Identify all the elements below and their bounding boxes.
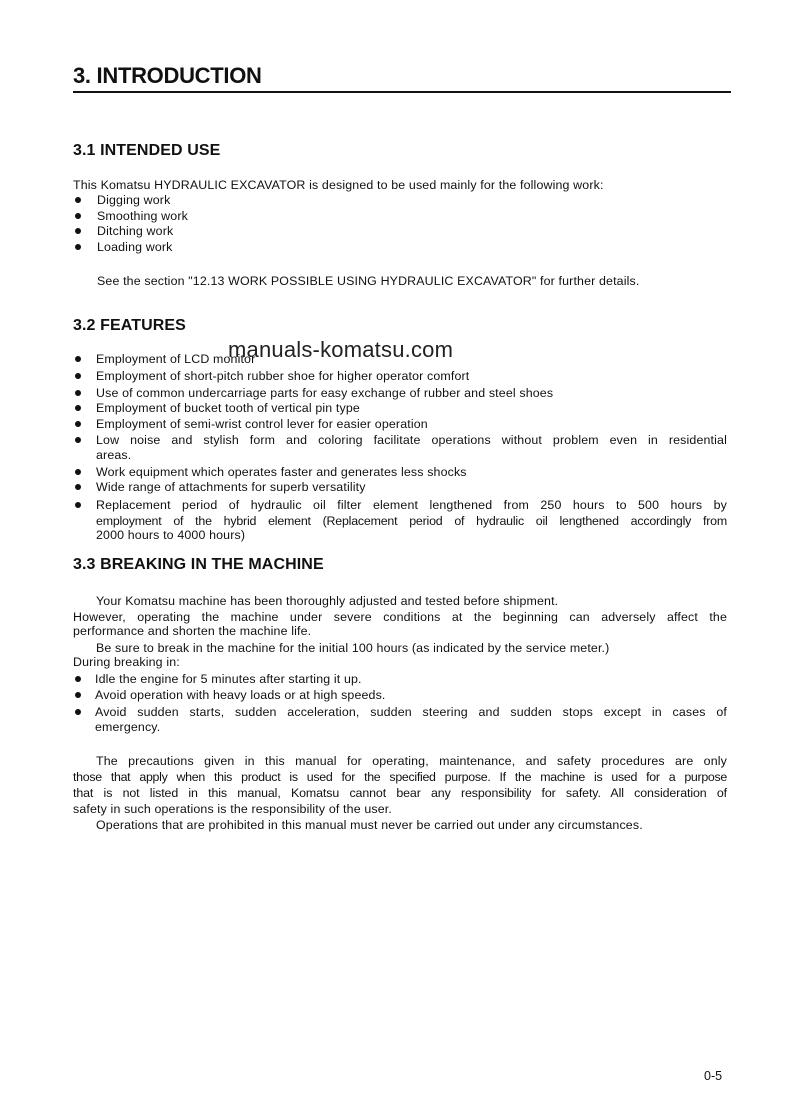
bullet-icon [75,484,81,490]
list-item: Use of common undercarriage parts for easy exchange of rubber and steel shoes [96,386,554,400]
bullet-icon [75,213,81,219]
paragraph-line: During breaking in: [73,655,180,669]
list-item-continuation: 2000 hours to 4000 hours) [96,528,246,542]
list-item-continuation: employment of the hybrid element (Replacement period of hydraulic oil lengthened accordingly from [96,514,727,528]
paragraph-line: Be sure to break in the machine for the initial 100 hours (as indicated by the service meter.) [96,641,610,655]
watermark: manuals-komatsu.com [228,337,454,362]
list-item: Employment of LCD monitor [96,352,256,366]
list-item: Low noise and stylish form and coloring facilitate operations without problem even in residential [96,433,727,447]
page-number: 0-5 [704,1069,723,1083]
paragraph-line: Operations that are prohibited in this manual must never be carried out under any circumstances. [96,818,643,832]
bullet-icon [75,356,81,362]
bullet-icon [75,709,81,715]
bullet-icon [75,405,81,411]
list-item: Avoid sudden starts, sudden acceleration, sudden steering and sudden stops except in cases of [95,705,727,719]
list-item: Work equipment which operates faster and generates less shocks [96,465,467,479]
bullet-icon [75,692,81,698]
list-item: Idle the engine for 5 minutes after starting it up. [95,672,362,686]
bullet-icon [75,676,81,682]
list-item: Employment of semi-wrist control lever for easier operation [96,417,428,431]
list-item: Loading work [97,240,173,254]
heading-features: 3.2 FEATURES [73,317,186,334]
list-item: Avoid operation with heavy loads or at high speeds. [95,688,386,702]
bullet-icon [75,421,81,427]
list-item: Replacement period of hydraulic oil filter element lengthened from 250 hours to 500 hours by [96,498,727,512]
list-item: Ditching work [97,224,174,238]
list-item: Employment of short-pitch rubber shoe for higher operator comfort [96,369,470,383]
bullet-icon [75,469,81,475]
bullet-icon [75,228,81,234]
bullet-icon [75,437,81,443]
paragraph-line: that is not listed in this manual, Komatsu cannot bear any responsibility for safety. All consideration of [73,786,727,800]
paragraph-line: Your Komatsu machine has been thoroughly adjusted and tested before shipment. [96,594,559,608]
heading-intended-use: 3.1 INTENDED USE [73,142,221,159]
bullet-icon [75,244,81,250]
list-item-continuation: emergency. [95,720,161,734]
list-item: Wide range of attachments for superb versatility [96,480,366,494]
list-item: Smoothing work [97,209,188,223]
paragraph-line: However, operating the machine under severe conditions at the beginning can adversely affect the [73,610,727,624]
heading-breaking-in: 3.3 BREAKING IN THE MACHINE [73,556,324,573]
title-underline [73,91,731,93]
bullet-icon [75,197,81,203]
page-title: 3. INTRODUCTION [73,63,262,88]
list-item-continuation: areas. [96,448,132,462]
paragraph-line: those that apply when this product is used for the specified purpose. If the machine is used for a purpose [73,770,727,784]
list-item: Employment of bucket tooth of vertical pin type [96,401,360,415]
bullet-icon [75,373,81,379]
bullet-icon [75,502,81,508]
list-item: Digging work [97,193,171,207]
paragraph-line: performance and shorten the machine life. [73,624,312,638]
bullet-icon [75,390,81,396]
paragraph-line: The precautions given in this manual for operating, maintenance, and safety procedures are only [96,754,727,768]
paragraph: This Komatsu HYDRAULIC EXCAVATOR is designed to be used mainly for the following work: [73,178,604,192]
paragraph: See the section "12.13 WORK POSSIBLE USING HYDRAULIC EXCAVATOR" for further details. [97,274,640,288]
paragraph-line: safety in such operations is the responsibility of the user. [73,802,392,816]
